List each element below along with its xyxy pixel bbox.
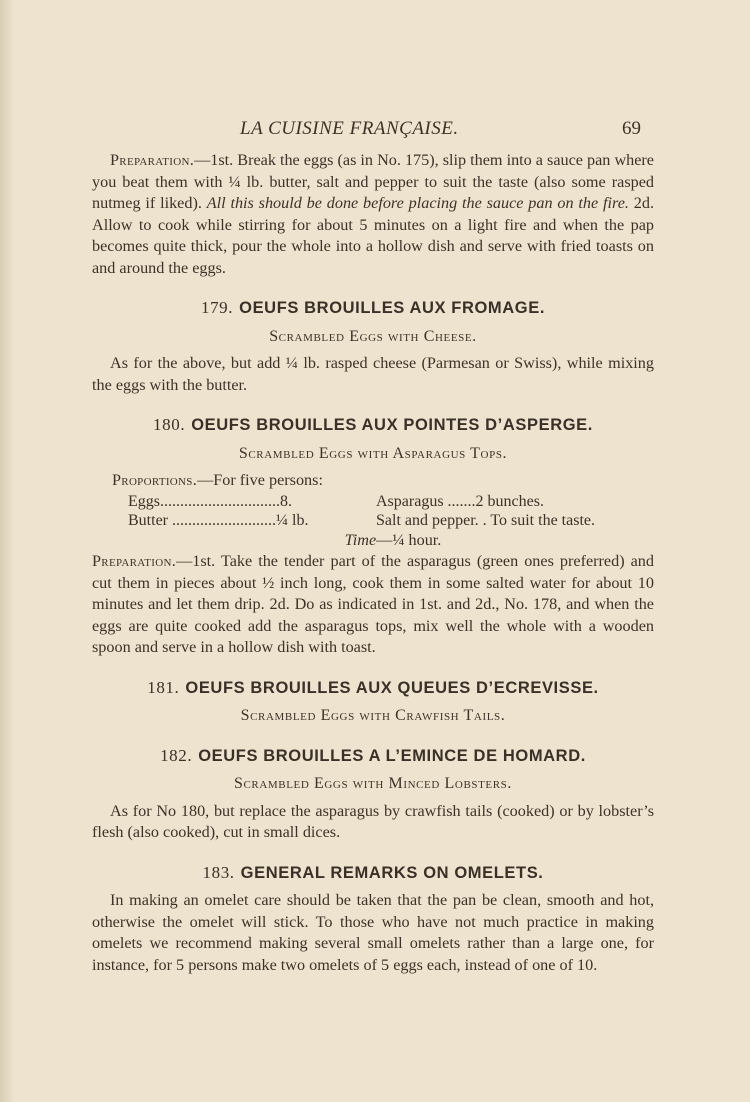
recipe-subtitle-179: Scrambled Eggs with Cheese. bbox=[269, 327, 477, 345]
recipe-number: 181. bbox=[147, 677, 180, 697]
prep-text: —1st. Take the tender part of the asparagus (green ones preferred) and cut them in pieces about ½ inch long, cook them in some salted water for about 10 minutes and let them drip. 2d. Do as indicated in 1st. and 2d., No. 178, and when the eggs are quite cooked add the asparagus tops, mix well the whole with a wooden spoon and serve in a hollow dish with toast. bbox=[92, 552, 654, 656]
ingredient-cell: Eggs..............................8. bbox=[128, 492, 292, 510]
recipe-body-182: As for No 180, but replace the asparagus by crawfish tails (cooked) or by lobster’s flesh (also cooked), cut in small dices. bbox=[92, 801, 654, 841]
prep-label: Preparation. bbox=[92, 552, 177, 570]
ingredients-row bbox=[128, 511, 595, 530]
intro-preparation bbox=[92, 150, 654, 279]
recipe-body-183: In making an omelet care should be taken that the pan be clean, smooth and hot, otherwise the omelet will stick. To those who have not much practice in making omelets we recommend making several small omelets rather than a large one, for instance, for 5 persons make two omelets of 5 eggs each, instead of one of 10. bbox=[92, 891, 654, 974]
recipe-number: 179. bbox=[200, 298, 234, 317]
proportions-text: —For five persons: bbox=[197, 471, 323, 489]
recipe-title: OEUFS BROUILLES AUX QUEUES D’ECREVISSE. bbox=[185, 678, 599, 697]
proportions-label: Proportions. bbox=[112, 471, 198, 489]
running-title: LA CUISINE FRANÇAISE. bbox=[240, 118, 459, 139]
proportions-line bbox=[92, 470, 654, 492]
prep-text: 2d. Allow to cook while stirring for about 5 minutes on a light fire and when the pap becomes quite thick, pour the whole into a hollow dish and serve with fried toasts on and around the eggs. bbox=[92, 194, 655, 277]
ingredients-row bbox=[128, 492, 595, 511]
recipe-title: GENERAL REMARKS ON OMELETS. bbox=[240, 863, 544, 882]
recipe-heading-182 bbox=[92, 745, 654, 768]
recipe-subtitle-181: Scrambled Eggs with Crawfish Tails. bbox=[240, 707, 506, 724]
recipe-number: 180. bbox=[153, 415, 186, 434]
recipe-title: OEUFS BROUILLES AUX POINTES D’ASPERGE. bbox=[191, 416, 593, 434]
recipe-body-179: As for the above, but add ¼ lb. rasped cheese (Parmesan or Swiss), while mixing the eggs with the butter. bbox=[92, 354, 654, 394]
recipe-title: OEUFS BROUILLES AUX FROMAGE. bbox=[239, 299, 546, 317]
recipe-number: 182. bbox=[160, 745, 193, 765]
recipe-subtitle-180: Scrambled Eggs with Asparagus Tops. bbox=[238, 444, 508, 462]
page-header bbox=[0, 118, 750, 142]
time-line bbox=[92, 530, 654, 552]
recipe-heading-183 bbox=[92, 862, 654, 885]
time-label: Time bbox=[344, 530, 377, 549]
ingredient-cell: Butter ..........................¼ lb. bbox=[128, 511, 309, 529]
prep-label: Preparation. bbox=[110, 151, 195, 169]
page-content bbox=[92, 150, 654, 976]
page-number: 69 bbox=[622, 118, 641, 139]
recipe-heading-181 bbox=[92, 677, 654, 700]
time-value: —¼ hour. bbox=[376, 530, 442, 549]
prep-text: —1st. Break the eggs (as in No. 175), slip them into a sauce pan where you beat them with ¼ lb. butter, salt and pepper to suit the taste (also some rasped nutmeg if liked). bbox=[92, 151, 654, 212]
recipe-preparation-180 bbox=[92, 551, 654, 659]
page-edge-shadow bbox=[0, 0, 14, 1102]
ingredient-cell: Salt and pepper. . To suit the taste. bbox=[376, 511, 595, 529]
prep-italic-text: All this should be done before placing the sauce pan on the fire. bbox=[206, 194, 629, 212]
recipe-heading-179 bbox=[92, 297, 654, 320]
ingredient-cell: Asparagus .......2 bunches. bbox=[376, 492, 544, 510]
recipe-number: 183. bbox=[202, 862, 235, 882]
recipe-heading-180 bbox=[92, 414, 654, 437]
ingredients-table bbox=[128, 492, 595, 530]
recipe-title: OEUFS BROUILLES A L’EMINCE DE HOMARD. bbox=[198, 746, 586, 765]
recipe-subtitle-182: Scrambled Eggs with Minced Lobsters. bbox=[233, 775, 512, 792]
